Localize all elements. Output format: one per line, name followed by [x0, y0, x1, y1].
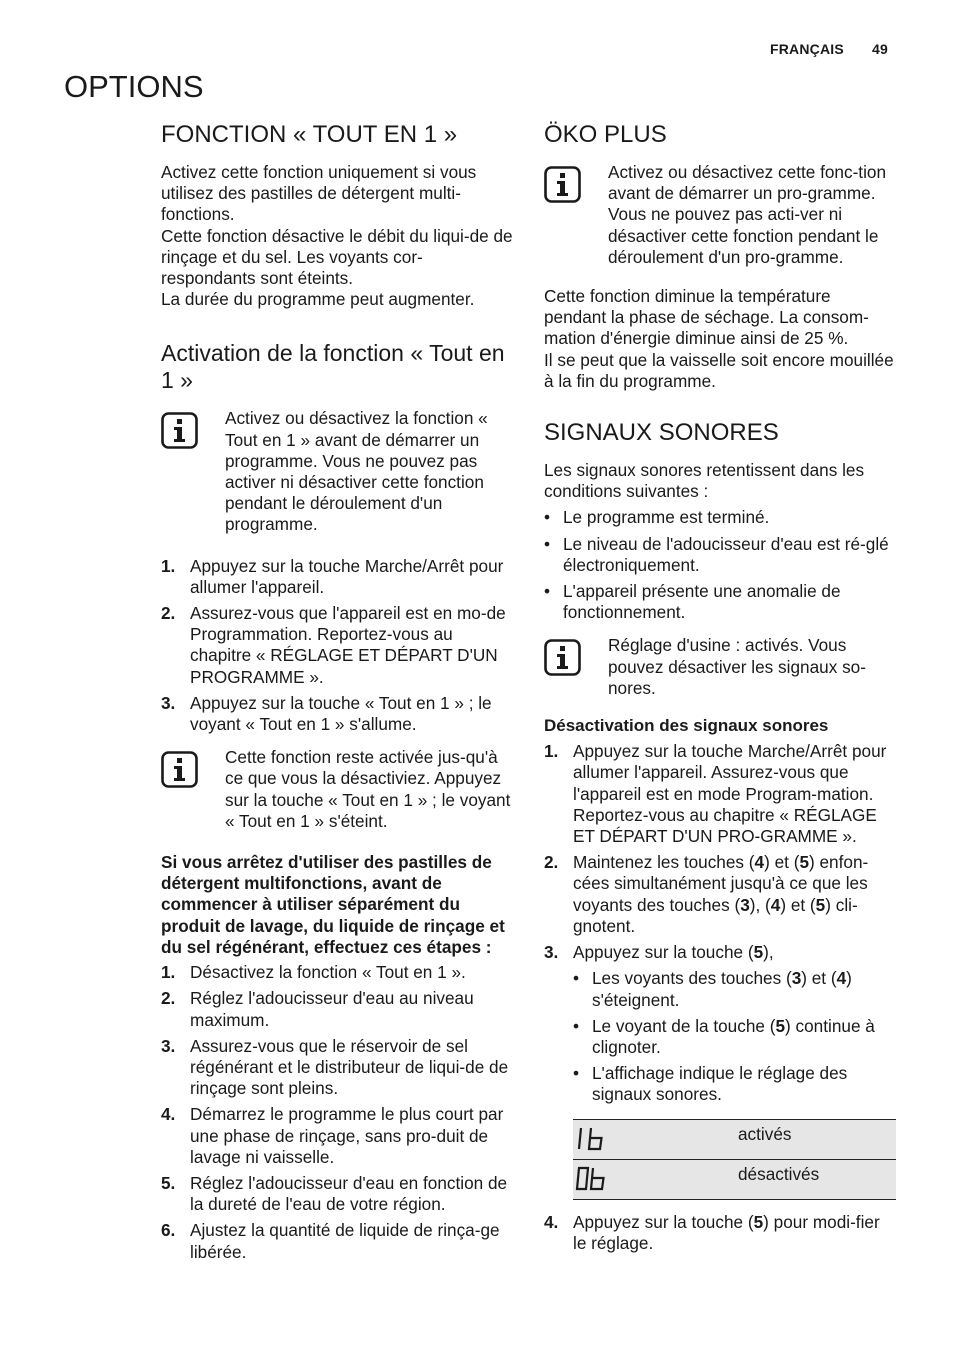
list-item: 3. Appuyez sur la touche « Tout en 1 » ; le voyant « Tout en 1 » s'allume.: [161, 692, 492, 735]
section-title-activation: Activation de la fonction « Tout en 1 »: [161, 340, 505, 394]
section-title-tout-en-1: FONCTION « TOUT EN 1 »: [161, 121, 458, 148]
info-note: [161, 408, 513, 535]
list-item: 1. Appuyez sur la touche Marche/Arrêt pour allumer l'appareil. Assurez-vous que l'appareil est en mode Program-mation. Reportez-vous au chapitre « RÉGLAGE ET DÉPART D'UN PRO-GRAMME ».: [544, 741, 887, 847]
note-text: Cette fonction reste activée jus-qu'à ce que vous la désactiviez. Appuyez sur la touche « Tout en 1 » ; le voyant « Tout en 1 » s'éteint.: [225, 747, 511, 831]
sound-steps-final: [544, 1212, 896, 1254]
conditions-list: [544, 507, 896, 623]
info-note: [161, 747, 513, 832]
list-item: 2. Assurez-vous que l'appareil est en mo-de Programmation. Reportez-vous au chapitre « RÉGLAGE ET DÉPART D'UN PROGRAMME ».: [161, 603, 506, 687]
display-label: désactivés: [738, 1163, 820, 1184]
list-item: 4. Démarrez le programme le plus court par une phase de rinçage, sans pro-duit de lavage ni vaisselle.: [161, 1104, 504, 1167]
deactivation-steps: [161, 962, 513, 1263]
body-paragraph: Cette fonction diminue la température pendant la phase de séchage. La consom-mation d'énergie diminue ainsi de 25 %.: [544, 286, 869, 349]
body-paragraph: Les signaux sonores retentissent dans les conditions suivantes :: [544, 460, 865, 502]
list-item: 5. Réglez l'adoucisseur d'eau en fonction de la dureté de l'eau de votre région.: [161, 1172, 508, 1215]
sound-steps: [544, 741, 896, 1110]
body-paragraph: Il se peut que la vaisselle soit encore mouillée à la fin du programme.: [544, 349, 894, 391]
table-row: [573, 1160, 896, 1200]
seven-segment-1b: [575, 1126, 605, 1152]
body-paragraph: Activez cette fonction uniquement si vous utilisez des pastilles de détergent multi-fonctions.: [161, 162, 477, 225]
display-label: activés: [738, 1123, 792, 1144]
page-header: [770, 39, 888, 60]
activation-steps: [161, 556, 513, 736]
page-number: 49: [872, 41, 888, 57]
table-row: [573, 1120, 896, 1160]
list-item: • L'appareil présente une anomalie de fonctionnement.: [544, 581, 841, 623]
warning-paragraph: Si vous arrêtez d'utiliser des pastilles de détergent multifonctions, avant de commencer à utiliser séparément du produit de lavage, du liquide de rinçage et du sel régénérant, effectuez ces étapes :: [161, 852, 505, 957]
info-icon: [161, 751, 198, 788]
note-text: Activez ou désactivez la fonction « Tout en 1 » avant de démarrer un programme. Vous ne pouvez pas activer ni désactiver cette fonction pendant le déroulement d'un programme.: [225, 408, 488, 535]
list-item: • Le niveau de l'adoucisseur d'eau est ré-glé électroniquement.: [544, 533, 889, 575]
right-column: [544, 120, 896, 1259]
note-text: Réglage d'usine : activés. Vous pouvez désactiver les signaux so-nores.: [608, 635, 866, 698]
list-item: 2. Maintenez les touches (4) et (5) enfon-cées simultanément jusqu'à ce que les voyants des touches (3), (4) et (5) cli-gnotent.: [544, 852, 869, 936]
info-note: [544, 162, 896, 268]
list-item: 6. Ajustez la quantité de liquide de rinça-ge libérée.: [161, 1220, 500, 1262]
list-item: 3. Appuyez sur la touche (5), • Les voyants des touches (3) et (4) s'éteignent. • Le voyant de la touche (5) continue à clignoter. • L'affichage indique le réglage des signaux sonores.: [544, 942, 896, 1110]
left-column: [161, 120, 513, 1268]
language-label: FRANÇAIS: [769, 41, 844, 57]
info-icon: [544, 639, 581, 676]
subheading: Désactivation des signaux sonores: [544, 716, 829, 736]
section-title-signaux-sonores: SIGNAUX SONORES: [544, 419, 779, 447]
info-icon: [544, 166, 581, 203]
display-table: [573, 1119, 896, 1200]
display-symbol: [573, 1120, 738, 1159]
list-item: 1. Désactivez la fonction « Tout en 1 ».: [161, 962, 466, 983]
list-item: • L'affichage indique le réglage des signaux sonores.: [573, 1063, 848, 1105]
info-note: [544, 635, 896, 699]
section-title-oko-plus: ÖKO PLUS: [544, 121, 667, 148]
sub-bullet-list: [573, 968, 896, 1105]
note-text: Activez ou désactivez cette fonc-tion avant de démarrer un pro-gramme. Vous ne pouvez pas acti-ver ni désactiver cette fonction pendant le déroulement d'un pro-gramme.: [608, 162, 887, 267]
list-item: • Le voyant de la touche (5) continue à clignoter.: [573, 1015, 875, 1057]
body-paragraph: Cette fonction désactive le débit du liqui-de de rinçage et du sel. Les voyants cor-respondants sont éteints.: [161, 225, 513, 289]
list-item: 3. Assurez-vous que le réservoir de sel régénérant et le distributeur de liqui-de de rinçage sont pleins.: [161, 1035, 509, 1099]
list-item: 2. Réglez l'adoucisseur d'eau au niveau maximum.: [161, 988, 474, 1030]
seven-segment-0b: [575, 1166, 605, 1192]
list-item: • Le programme est terminé.: [544, 507, 770, 528]
list-item: 4. Appuyez sur la touche (5) pour modi-fier le réglage.: [544, 1211, 880, 1253]
display-symbol: [573, 1160, 738, 1199]
page-title: OPTIONS: [64, 69, 204, 104]
list-item: • Les voyants des touches (3) et (4) s'éteignent.: [573, 968, 852, 1010]
body-paragraph: La durée du programme peut augmenter.: [161, 289, 475, 310]
info-icon: [161, 412, 198, 449]
list-item: 1. Appuyez sur la touche Marche/Arrêt pour allumer l'appareil.: [161, 555, 504, 597]
